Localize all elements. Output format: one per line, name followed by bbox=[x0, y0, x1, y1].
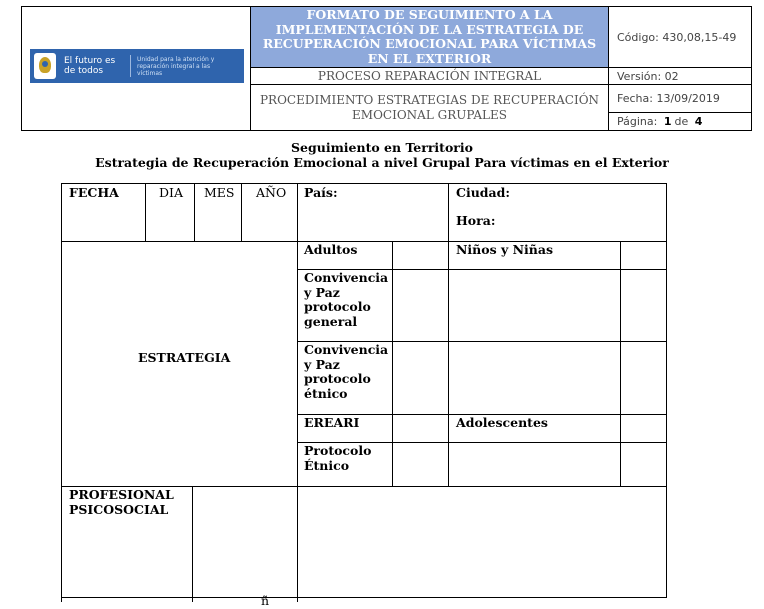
form-border-left bbox=[61, 183, 62, 602]
logo-unit: Unidad para la atención y reparación integral a las víctimas bbox=[137, 55, 215, 77]
label-ninos: Niños y Niñas bbox=[456, 242, 554, 257]
page-number bbox=[609, 113, 751, 130]
document-title-cell bbox=[251, 7, 609, 68]
page-current: 1 bbox=[663, 115, 672, 128]
label-pais: País: bbox=[304, 185, 338, 200]
subtitle-territory: Seguimiento en Territorio bbox=[291, 140, 473, 155]
label-profesional: PROFESIONAL PSICOSOCIAL bbox=[69, 487, 174, 517]
label-adultos: Adultos bbox=[304, 242, 358, 257]
divider-profesional bbox=[192, 486, 193, 602]
divider-mes-anio bbox=[241, 183, 242, 241]
cut-off-text: ñ bbox=[261, 593, 270, 608]
label-fecha: FECHA bbox=[69, 185, 119, 200]
label-estrategia: ESTRATEGIA bbox=[138, 350, 231, 365]
procedure-name: PROCEDIMIENTO ESTRATEGIAS DE RECUPERACIÓN EMOCIONAL GRUPALES bbox=[259, 92, 600, 122]
form-border-right bbox=[666, 183, 667, 597]
coat-of-arms-icon bbox=[34, 53, 56, 79]
document-date: Fecha: 13/09/2019 bbox=[609, 85, 751, 113]
subtitle-strategy: Estrategia de Recuperación Emocional a nivel Grupal Para víctimas en el Exterior bbox=[95, 155, 669, 170]
divider-fecha-dia bbox=[145, 183, 146, 241]
label-mes: MES bbox=[204, 185, 235, 200]
divider-dia-mes bbox=[194, 183, 195, 241]
logo-divider bbox=[130, 55, 131, 77]
label-adolescentes: Adolescentes bbox=[456, 415, 548, 430]
label-dia: DIA bbox=[159, 185, 183, 200]
process-name: PROCESO REPARACIÓN INTEGRAL bbox=[251, 68, 609, 85]
label-ereari: EREARI bbox=[304, 415, 360, 430]
logo-brand: El futuro es de todos bbox=[64, 56, 116, 76]
row-line-7 bbox=[61, 597, 667, 598]
document-code: Código: 430,08,15-49 bbox=[609, 7, 751, 68]
row-line-1 bbox=[61, 241, 667, 242]
page-of: de bbox=[674, 115, 689, 128]
divider-adultos-count bbox=[392, 241, 393, 486]
gov-logo bbox=[30, 49, 244, 83]
page-label: Página: bbox=[617, 115, 658, 128]
divider-ninos-count bbox=[620, 241, 621, 486]
form-border-top bbox=[61, 183, 667, 184]
label-anio: AÑO bbox=[256, 185, 287, 200]
divider-main bbox=[297, 183, 298, 602]
logo-cell bbox=[22, 7, 251, 130]
procedure-name-cell bbox=[251, 85, 609, 130]
label-protocolo-etnico: Protocolo Étnico bbox=[304, 443, 372, 473]
document-version: Versión: 02 bbox=[609, 68, 751, 85]
document-title: FORMATO DE SEGUIMIENTO A LA IMPLEMENTACIÓN DE LA ESTRATEGIA DE RECUPERACIÓN EMOCIONAL PARA VÍCTIMAS EN EL EXTERIOR bbox=[262, 7, 597, 66]
divider-right bbox=[448, 183, 449, 486]
page-total: 4 bbox=[694, 115, 703, 128]
label-ciudad: Ciudad: bbox=[456, 185, 510, 200]
tracking-form bbox=[61, 183, 667, 608]
document-header bbox=[21, 6, 752, 131]
label-hora: Hora: bbox=[456, 213, 496, 228]
label-convivencia-etnico: Convivencia y Paz protocolo étnico bbox=[304, 342, 389, 401]
label-convivencia-general: Convivencia y Paz protocolo general bbox=[304, 270, 389, 329]
